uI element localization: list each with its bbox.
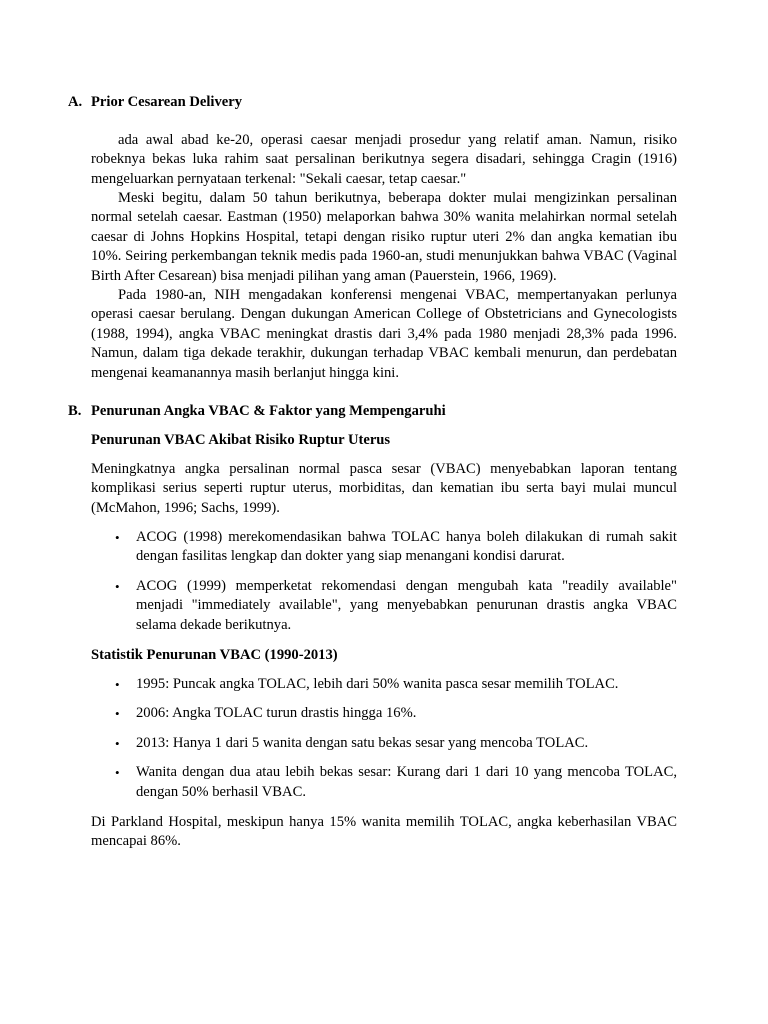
subheading-statistik: Statistik Penurunan VBAC (1990-2013): [91, 647, 338, 663]
bullet-icon: •: [115, 765, 120, 781]
section-a-letter: A.: [68, 94, 83, 110]
acog-bullet-list: [91, 528, 677, 635]
list-item: [91, 675, 677, 694]
section-b-heading: [68, 402, 446, 421]
bullet-icon: •: [115, 735, 120, 751]
list-item-text: Wanita dengan dua atau lebih bekas sesar: Kurang dari 1 dari 10 yang mencoba TOLAC, dengan 50% berhasil VBAC.: [136, 764, 677, 800]
section-b-letter: B.: [68, 403, 82, 419]
list-item: [91, 528, 677, 567]
section-b-title: Penurunan Angka VBAC & Faktor yang Mempengaruhi: [91, 403, 446, 419]
list-item-text: 1995: Puncak angka TOLAC, lebih dari 50% wanita pasca sesar memilih TOLAC.: [136, 676, 619, 692]
section-a-paragraph-2: Meski begitu, dalam 50 tahun berikutnya, beberapa dokter mulai mengizinkan persalinan normal setelah caesar. Eastman (1950) melaporkan bahwa 30% wanita melahirkan normal setelah caesar di Johns Hopkins Hospital, tetapi dengan risiko ruptur uteri 2% dan angka kematian ibu 10%. Seiring perkembangan teknik medis pada 1960-an, studi menunjukkan bahwa VBAC (Vaginal Birth After Cesarean) bisa menjadi pilihan yang aman (Pauerstein, 1966, 1969).: [91, 190, 677, 284]
section-a-paragraph-3: Pada 1980-an, NIH mengadakan konferensi mengenai VBAC, mempertanyakan perlunya operasi caesar berulang. Dengan dukungan American College of Obstetricians and Gynecologists (1988, 1994), angka VBAC meningkat drastis dari 3,4% pada 1980 menjadi 28,3% pada 1996. Namun, dalam tiga dekade terakhir, dukungan terhadap VBAC kembali menurun, dan perdebatan mengenai keamanannya masih berlanjut hingga kini.: [91, 287, 677, 381]
list-item-text: ACOG (1999) memperketat rekomendasi dengan mengubah kata "readily available" menjadi "immediately available", yang menyebabkan penurunan drastis angka VBAC selama dekade berikutnya.: [136, 577, 677, 633]
section-a-title: Prior Cesarean Delivery: [91, 94, 243, 110]
list-item-text: 2013: Hanya 1 dari 5 wanita dengan satu bekas sesar yang mencoba TOLAC.: [136, 734, 589, 751]
list-item-text: 2006: Angka TOLAC turun drastis hingga 16%.: [136, 705, 417, 722]
section-a-paragraph-1: ada awal abad ke-20, operasi caesar menjadi prosedur yang relatif aman. Namun, risiko robeknya bekas luka rahim saat persalinan berikutnya segera disadari, sehingga Cragin (1916) mengeluarkan pernyataan terkenal: "Sekali caesar, tetap caesar.": [91, 132, 677, 187]
statistik-bullet-list: [91, 675, 677, 802]
list-item: [91, 577, 677, 635]
subheading-ruptur-uterus: Penurunan VBAC Akibat Risiko Ruptur Uterus: [91, 432, 391, 448]
bullet-icon: •: [115, 530, 120, 545]
list-item-text: ACOG (1998) merekomendasikan bahwa TOLAC hanya boleh dilakukan di rumah sakit dengan fasilitas lengkap dan dokter yang siap menangani kondisi darurat.: [136, 529, 677, 565]
bullet-icon: •: [115, 706, 120, 722]
list-item: [91, 734, 677, 753]
list-item: [91, 704, 677, 723]
bullet-icon: •: [115, 578, 120, 594]
section-a-heading: [68, 93, 242, 112]
bullet-icon: •: [115, 677, 120, 692]
list-item: [91, 763, 677, 802]
section-b-paragraph-1: Meningkatnya angka persalinan normal pasca sesar (VBAC) menyebabkan laporan tentang komplikasi serius seperti ruptur uterus, morbiditas, dan kematian ibu serta bayi mulai muncul (McMahon, 1996; Sachs, 1999).: [91, 461, 677, 516]
closing-paragraph: Di Parkland Hospital, meskipun hanya 15% wanita memilih TOLAC, angka keberhasilan VBAC mencapai 86%.: [91, 814, 677, 850]
